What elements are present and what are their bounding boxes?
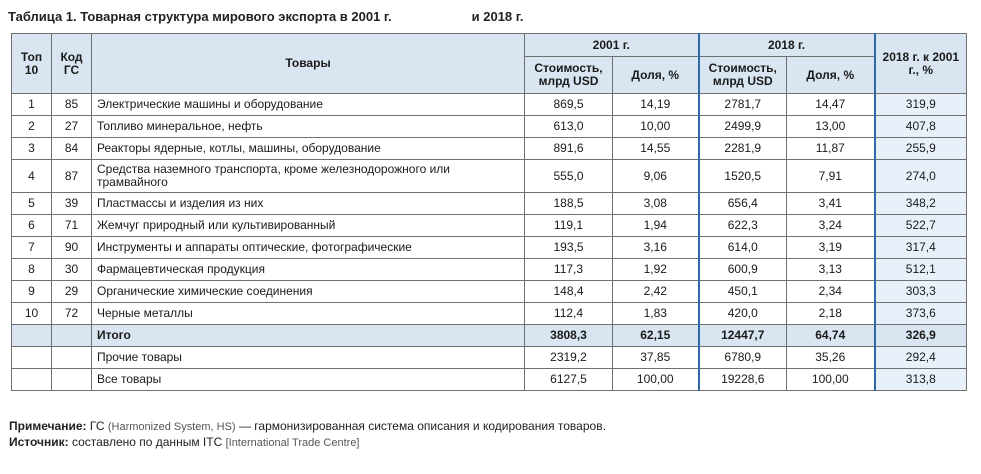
cost-2018-cell: 1520,5 <box>699 160 787 193</box>
ratio-cell: 522,7 <box>875 215 967 237</box>
rank-cell <box>12 325 52 347</box>
goods-cell: Органические химические соединения <box>92 281 525 303</box>
share-2001-cell: 10,00 <box>613 116 699 138</box>
header-2018: 2018 г. <box>699 34 875 57</box>
share-2018-cell: 13,00 <box>787 116 875 138</box>
share-2018-cell: 2,18 <box>787 303 875 325</box>
cost-2018-cell: 656,4 <box>699 193 787 215</box>
total-row <box>12 325 967 347</box>
export-structure-table <box>11 33 967 391</box>
goods-cell: Электрические машины и оборудование <box>92 94 525 116</box>
share-2018-cell: 3,19 <box>787 237 875 259</box>
cost-2018-cell: 600,9 <box>699 259 787 281</box>
rank-cell: 3 <box>12 138 52 160</box>
cost-2001-cell: 6127,5 <box>525 369 613 391</box>
goods-cell: Средства наземного транспорта, кроме железнодорожного или трамвайного <box>92 160 525 193</box>
goods-cell: Все товары <box>92 369 525 391</box>
rank-cell: 1 <box>12 94 52 116</box>
share-2018-cell: 3,13 <box>787 259 875 281</box>
code-cell: 27 <box>52 116 92 138</box>
code-cell: 29 <box>52 281 92 303</box>
share-2018-cell: 64,74 <box>787 325 875 347</box>
source-text-itc: [International Trade Centre] <box>225 437 360 449</box>
code-cell: 84 <box>52 138 92 160</box>
table-row <box>12 215 967 237</box>
share-2018-cell: 100,00 <box>787 369 875 391</box>
share-2001-cell: 3,16 <box>613 237 699 259</box>
code-cell <box>52 325 92 347</box>
code-cell: 87 <box>52 160 92 193</box>
source-line <box>9 435 606 451</box>
table-row <box>12 138 967 160</box>
ratio-cell: 373,6 <box>875 303 967 325</box>
header-share-2001: Доля, % <box>613 57 699 94</box>
rank-cell: 2 <box>12 116 52 138</box>
table-row <box>12 94 967 116</box>
cost-2018-cell: 12447,7 <box>699 325 787 347</box>
other-goods-row <box>12 347 967 369</box>
goods-cell: Топливо минеральное, нефть <box>92 116 525 138</box>
ratio-cell: 407,8 <box>875 116 967 138</box>
cost-2018-cell: 19228,6 <box>699 369 787 391</box>
rank-cell: 5 <box>12 193 52 215</box>
ratio-cell: 255,9 <box>875 138 967 160</box>
goods-cell: Фармацевтическая продукция <box>92 259 525 281</box>
cost-2001-cell: 193,5 <box>525 237 613 259</box>
cost-2018-cell: 2281,9 <box>699 138 787 160</box>
cost-2001-cell: 2319,2 <box>525 347 613 369</box>
rank-cell <box>12 347 52 369</box>
header-code: Код ГС <box>52 34 92 94</box>
table-row <box>12 193 967 215</box>
table-note <box>9 419 606 451</box>
rank-cell: 7 <box>12 237 52 259</box>
cost-2001-cell: 891,6 <box>525 138 613 160</box>
ratio-cell: 303,3 <box>875 281 967 303</box>
share-2018-cell: 2,34 <box>787 281 875 303</box>
ratio-cell: 348,2 <box>875 193 967 215</box>
source-label: Источник: <box>9 435 69 449</box>
rank-cell: 10 <box>12 303 52 325</box>
cost-2018-cell: 420,0 <box>699 303 787 325</box>
code-cell <box>52 369 92 391</box>
table-row <box>12 160 967 193</box>
cost-2018-cell: 2781,7 <box>699 94 787 116</box>
table-row <box>12 259 967 281</box>
goods-cell: Черные металлы <box>92 303 525 325</box>
cost-2001-cell: 613,0 <box>525 116 613 138</box>
share-2001-cell: 1,92 <box>613 259 699 281</box>
ratio-cell: 292,4 <box>875 347 967 369</box>
share-2001-cell: 1,83 <box>613 303 699 325</box>
share-2001-cell: 14,19 <box>613 94 699 116</box>
code-cell <box>52 347 92 369</box>
header-share-2018: Доля, % <box>787 57 875 94</box>
cost-2018-cell: 622,3 <box>699 215 787 237</box>
goods-cell: Прочие товары <box>92 347 525 369</box>
cost-2001-cell: 119,1 <box>525 215 613 237</box>
goods-cell: Жемчуг природный или культивированный <box>92 215 525 237</box>
header-cost-2018: Стоимость, млрд USD <box>699 57 787 94</box>
code-cell: 71 <box>52 215 92 237</box>
cost-2001-cell: 3808,3 <box>525 325 613 347</box>
rank-cell: 9 <box>12 281 52 303</box>
note-label: Примечание: <box>9 419 87 433</box>
table-row <box>12 281 967 303</box>
table-title <box>8 9 524 24</box>
goods-cell: Пластмассы и изделия из них <box>92 193 525 215</box>
cost-2001-cell: 188,5 <box>525 193 613 215</box>
code-cell: 85 <box>52 94 92 116</box>
cost-2018-cell: 6780,9 <box>699 347 787 369</box>
share-2001-cell: 2,42 <box>613 281 699 303</box>
share-2001-cell: 100,00 <box>613 369 699 391</box>
goods-cell: Реакторы ядерные, котлы, машины, оборудование <box>92 138 525 160</box>
table-row <box>12 303 967 325</box>
rank-cell: 4 <box>12 160 52 193</box>
header-goods: Товары <box>92 34 525 94</box>
header-2001: 2001 г. <box>525 34 699 57</box>
table-row <box>12 116 967 138</box>
ratio-cell: 317,4 <box>875 237 967 259</box>
all-goods-row <box>12 369 967 391</box>
ratio-cell: 512,1 <box>875 259 967 281</box>
note-text-gs: ГС <box>89 419 105 433</box>
cost-2001-cell: 112,4 <box>525 303 613 325</box>
ratio-cell: 326,9 <box>875 325 967 347</box>
share-2018-cell: 35,26 <box>787 347 875 369</box>
code-cell: 90 <box>52 237 92 259</box>
source-text: составлено по данным ITC <box>72 435 223 449</box>
title-part-2: и 2018 г. <box>471 9 524 24</box>
title-part-1: Таблица 1. Товарная структура мирового экспорта в 2001 г. <box>8 9 392 24</box>
cost-2018-cell: 450,1 <box>699 281 787 303</box>
share-2001-cell: 3,08 <box>613 193 699 215</box>
ratio-cell: 274,0 <box>875 160 967 193</box>
rank-cell: 8 <box>12 259 52 281</box>
share-2018-cell: 7,91 <box>787 160 875 193</box>
cost-2001-cell: 117,3 <box>525 259 613 281</box>
cost-2018-cell: 614,0 <box>699 237 787 259</box>
note-text-hs: (Harmonized System, HS) <box>107 421 236 433</box>
rank-cell <box>12 369 52 391</box>
cost-2001-cell: 869,5 <box>525 94 613 116</box>
code-cell: 30 <box>52 259 92 281</box>
header-cost-2001: Стоимость, млрд USD <box>525 57 613 94</box>
ratio-cell: 319,9 <box>875 94 967 116</box>
note-line <box>9 419 606 435</box>
share-2018-cell: 3,41 <box>787 193 875 215</box>
share-2001-cell: 1,94 <box>613 215 699 237</box>
table-row <box>12 237 967 259</box>
goods-cell: Итого <box>92 325 525 347</box>
code-cell: 72 <box>52 303 92 325</box>
note-text-desc: — гармонизированная система описания и кодирования товаров. <box>238 419 606 433</box>
goods-cell: Инструменты и аппараты оптические, фотографические <box>92 237 525 259</box>
share-2001-cell: 62,15 <box>613 325 699 347</box>
share-2001-cell: 9,06 <box>613 160 699 193</box>
code-cell: 39 <box>52 193 92 215</box>
cost-2018-cell: 2499,9 <box>699 116 787 138</box>
share-2018-cell: 14,47 <box>787 94 875 116</box>
header-top10: Топ 10 <box>12 34 52 94</box>
share-2001-cell: 14,55 <box>613 138 699 160</box>
cost-2001-cell: 555,0 <box>525 160 613 193</box>
rank-cell: 6 <box>12 215 52 237</box>
share-2018-cell: 3,24 <box>787 215 875 237</box>
cost-2001-cell: 148,4 <box>525 281 613 303</box>
header-ratio: 2018 г. к 2001 г., % <box>875 34 967 94</box>
share-2018-cell: 11,87 <box>787 138 875 160</box>
share-2001-cell: 37,85 <box>613 347 699 369</box>
ratio-cell: 313,8 <box>875 369 967 391</box>
